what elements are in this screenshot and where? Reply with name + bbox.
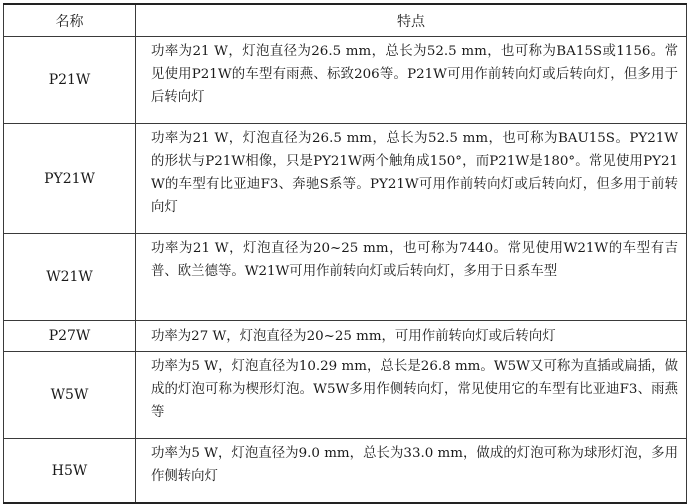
- table-header-row: [4, 4, 687, 37]
- bulb-features-cell: 功率为5 W，灯泡直径为9.0 mm，总长为33.0 mm，做成的灯泡可称为球形灯泡，多用作侧转向灯: [136, 439, 687, 504]
- bulb-name-cell: H5W: [4, 439, 136, 504]
- bulb-features-cell: 功率为21 W，灯泡直径为20~25 mm，也可称为7440。常见使用W21W的车型有吉普、欧兰德等。W21W可用作前转向灯或后转向灯，多用于日系车型: [136, 234, 687, 321]
- header-name: 名称: [4, 4, 136, 37]
- table-row: [4, 37, 687, 124]
- bulb-features-cell: 功率为21 W，灯泡直径为26.5 mm，总长为52.5 mm，也可称为BAU15S。PY21W的形状与P21W相像，只是PY21W两个触角成150°，而P21W是180°。常见使用PY21W的车型有比亚迪F3、奔驰S系等。PY21W可用作前转向灯或后转向灯，但多用于前转向灯: [136, 124, 687, 234]
- table-row: [4, 234, 687, 321]
- bulb-name-cell: P21W: [4, 37, 136, 124]
- bulb-features-cell: 功率为27 W，灯泡直径为20~25 mm，可用作前转向灯或后转向灯: [136, 321, 687, 352]
- table-row: [4, 352, 687, 439]
- bulb-table-container: [3, 3, 687, 504]
- bulb-name-cell: W21W: [4, 234, 136, 321]
- table-row: [4, 124, 687, 234]
- bulb-features-cell: 功率为5 W，灯泡直径为10.29 mm，总长是26.8 mm。W5W又可称为直插或扁插，做成的灯泡可称为楔形灯泡。W5W多用作侧转向灯，常见使用它的车型有比亚迪F3、雨燕等: [136, 352, 687, 439]
- table-row: [4, 321, 687, 352]
- bulb-name-cell: PY21W: [4, 124, 136, 234]
- table-row: [4, 439, 687, 504]
- bulb-features-cell: 功率为21 W，灯泡直径为26.5 mm，总长为52.5 mm，也可称为BA15S或1156。常见使用P21W的车型有雨燕、标致206等。P21W可用作前转向灯或后转向灯，但多用于后转向灯: [136, 37, 687, 124]
- header-features: 特点: [136, 4, 687, 37]
- bulb-name-cell: W5W: [4, 352, 136, 439]
- turn-signal-bulb-table: [3, 3, 687, 504]
- bulb-name-cell: P27W: [4, 321, 136, 352]
